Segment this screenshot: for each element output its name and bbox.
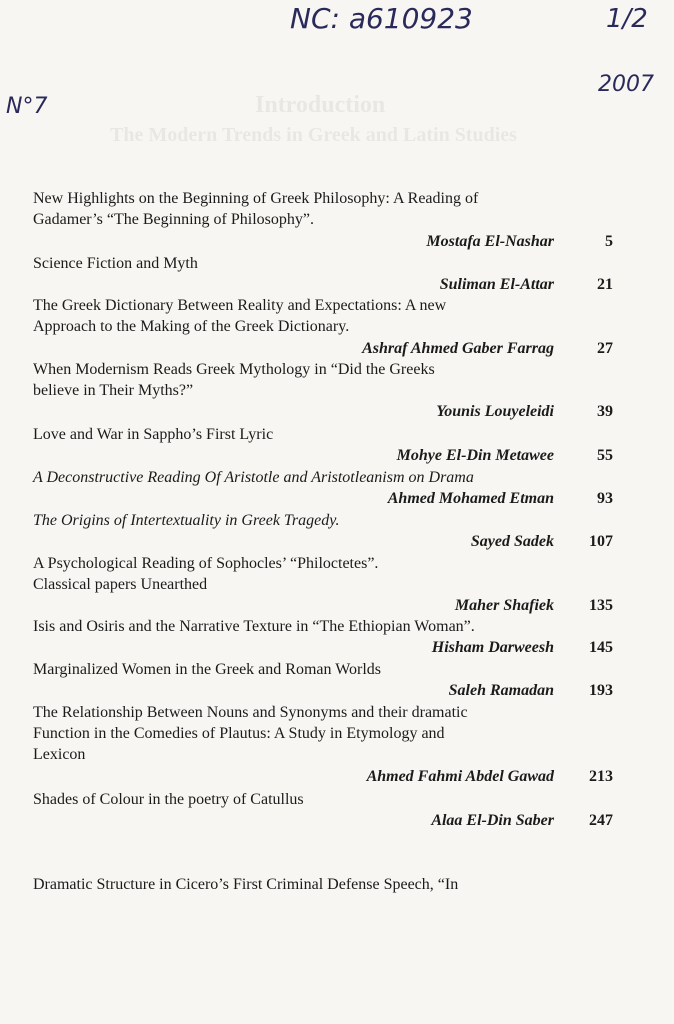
entry-title-line: A Deconstructive Reading Of Aristotle and Aristotleanism on Drama — [33, 469, 474, 486]
entry-title-line: Marginalized Women in the Greek and Roman Worlds — [33, 661, 382, 678]
handwritten-fraction: 1/2 — [606, 4, 648, 34]
entry-author: Mohye El-Din Metawee — [396, 447, 554, 464]
handwritten-issue-number: N°7 — [6, 94, 48, 119]
entry-page-number: 5 — [605, 233, 613, 250]
entry-author: Hisham Darweesh — [431, 639, 554, 656]
entry-title-line: New Highlights on the Beginning of Greek Philosophy: A Reading of — [33, 190, 479, 207]
entry-title-line: Dramatic Structure in Cicero’s First Criminal Defense Speech, “In — [33, 876, 459, 893]
entry-title-line: The Greek Dictionary Between Reality and Expectations: A new — [33, 297, 447, 314]
entry-author: Mostafa El-Nashar — [426, 233, 554, 250]
entry-page-number: 107 — [589, 533, 613, 550]
entry-author: Sayed Sadek — [470, 533, 554, 550]
entry-page-number: 213 — [589, 768, 613, 785]
entry-title-line: Function in the Comedies of Plautus: A Study in Etymology and — [33, 725, 445, 742]
entry-author: Saleh Ramadan — [448, 682, 554, 699]
entry-author: Alaa El-Din Saber — [431, 812, 554, 829]
entry-title-line: When Modernism Reads Greek Mythology in “Did the Greeks — [33, 361, 435, 378]
entry-author: Younis Louyeleidi — [436, 403, 554, 420]
entry-title-line: The Origins of Intertextuality in Greek Tragedy. — [33, 512, 340, 529]
entry-title-line: Approach to the Making of the Greek Dictionary. — [33, 318, 350, 335]
entry-title-line: Isis and Osiris and the Narrative Texture in “The Ethiopian Woman”. — [33, 618, 475, 635]
entry-page-number: 145 — [589, 639, 613, 656]
entry-author: Suliman El-Attar — [439, 276, 554, 293]
entry-title-line: Shades of Colour in the poetry of Catullus — [33, 791, 304, 808]
entry-page-number: 21 — [597, 276, 613, 293]
entry-page-number: 135 — [589, 597, 613, 614]
bleed-through-heading: Introduction — [255, 92, 386, 118]
handwritten-catalog-number: NC: a610923 — [290, 2, 473, 35]
entry-page-number: 39 — [597, 403, 613, 420]
entry-title-line: Love and War in Sappho’s First Lyric — [33, 426, 274, 443]
entry-page-number: 55 — [597, 447, 613, 464]
entry-author: Ahmed Mohamed Etman — [387, 490, 554, 507]
entry-title-line: Lexicon — [33, 746, 86, 763]
entry-title-line: The Relationship Between Nouns and Synonyms and their dramatic — [33, 704, 468, 721]
entry-title-line: A Psychological Reading of Sophocles’ “Philoctetes”. — [33, 555, 379, 572]
entry-page-number: 247 — [589, 812, 613, 829]
entry-author: Ashraf Ahmed Gaber Farrag — [362, 340, 554, 357]
entry-page-number: 93 — [597, 490, 613, 507]
entry-title-line: Gadamer’s “The Beginning of Philosophy”. — [33, 211, 314, 228]
bleed-through-subheading: The Modern Trends in Greek and Latin Studies — [110, 124, 517, 146]
entry-title-line: believe in Their Myths?” — [33, 382, 194, 399]
entry-title-line: Science Fiction and Myth — [33, 255, 198, 272]
handwritten-year: 2007 — [598, 72, 654, 97]
entry-author: Ahmed Fahmi Abdel Gawad — [366, 768, 554, 785]
entry-title-line: Classical papers Unearthed — [33, 576, 208, 593]
entry-page-number: 193 — [589, 682, 613, 699]
entry-author: Maher Shafiek — [454, 597, 554, 614]
entry-page-number: 27 — [597, 340, 613, 357]
